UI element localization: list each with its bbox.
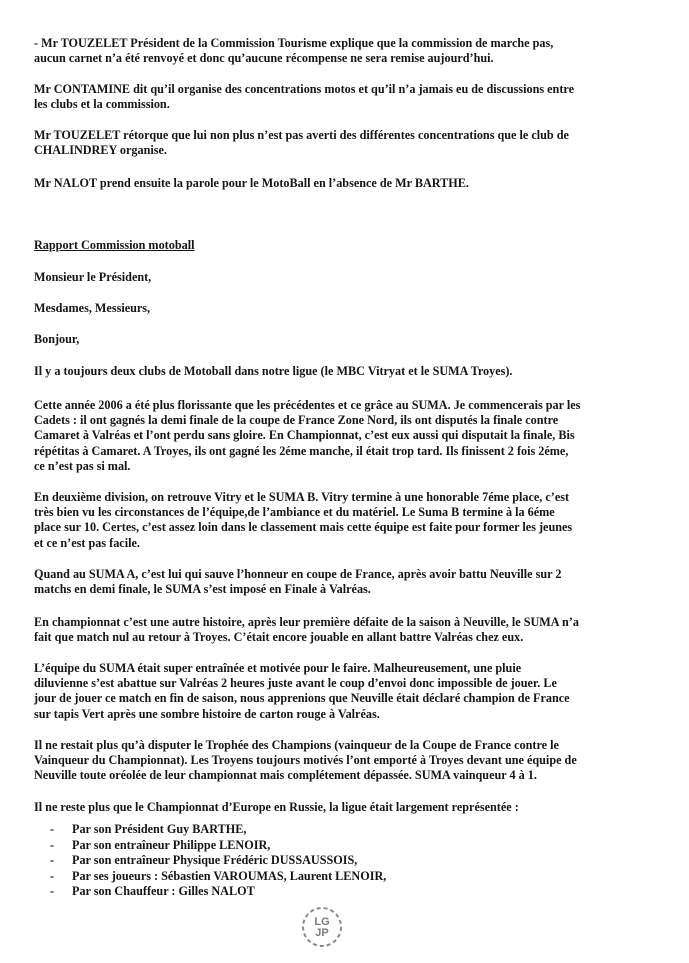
paragraph-nalot <box>34 176 666 191</box>
paragraph-trophee <box>34 738 666 784</box>
text-line: Cette année 2006 a été plus florissante que les précédentes et ce grâce au SUMA. Je commencerais par les <box>34 398 581 412</box>
paragraph-contamine <box>34 82 666 112</box>
list-item <box>50 853 386 869</box>
stamp-mark-top: LG <box>314 916 330 928</box>
paragraph-equipe-suma <box>34 661 666 722</box>
list-item <box>50 884 386 900</box>
list-bullet: - <box>50 853 55 868</box>
text-line: Monsieur le Président, <box>34 270 152 284</box>
paragraph-suma-a <box>34 567 666 597</box>
salutation-president <box>34 270 666 285</box>
list-item-text: Par son Chauffeur : Gilles NALOT <box>72 884 255 899</box>
list-item-text: Par ses joueurs : Sébastien VAROUMAS, Laurent LENOIR, <box>72 868 387 883</box>
text-line: ce n’est pas si mal. <box>34 458 131 473</box>
representatives-list <box>50 822 386 900</box>
paragraph-deuxieme-division <box>34 490 666 551</box>
list-item <box>50 822 386 838</box>
text-line: Cadets : il ont gagnés la demi finale de la coupe de France Zone Nord, ils ont disputés la finale contre <box>34 413 559 428</box>
paragraph-europe <box>34 800 666 815</box>
text-line: diluvienne s’est abattue sur Valréas 2 heures juste avant le coup d’envoi donc impossible de jouer. Le <box>34 676 557 691</box>
text-line: Mr NALOT prend ensuite la parole pour le MotoBall en l’absence de Mr BARTHE. <box>34 176 469 190</box>
text-line: Rapport Commission motoball <box>34 238 195 252</box>
text-line: CHALINDREY organise. <box>34 143 167 158</box>
list-bullet: - <box>50 837 55 852</box>
stamp-mark-bottom: JP <box>315 927 329 939</box>
text-line: Il ne restait plus qu’à disputer le Trophée des Champions (vainqueur de la Coupe de France contre le <box>34 738 559 752</box>
list-item-text: Par son Président Guy BARTHE, <box>72 822 247 836</box>
list-bullet: - <box>50 822 55 836</box>
text-line: Quand au SUMA A, c’est lui qui sauve l’honneur en coupe de France, après avoir battu Neuville sur 2 <box>34 567 562 581</box>
text-line: - Mr TOUZELET Président de la Commission Tourisme explique que la commission de marche pas, <box>34 36 554 50</box>
text-line: les clubs et la commission. <box>34 97 170 112</box>
list-item-text: Par son entraîneur Philippe LENOIR, <box>72 837 271 852</box>
salutation-mesdames <box>34 301 666 316</box>
paragraph-tourisme <box>34 36 666 66</box>
text-line: jour de jouer ce match en fin de saison, nous apprenions que Neuville était déclaré champion de France <box>34 691 570 706</box>
text-line: Bonjour, <box>34 332 80 346</box>
paragraph-touzelet-reply <box>34 128 666 158</box>
text-line: Mesdames, Messieurs, <box>34 301 151 315</box>
text-line: sur tapis Vert après une sombre histoire de carton rouge à Valréas. <box>34 706 380 721</box>
text-line: Mr CONTAMINE dit qu’il organise des concentrations motos et qu’il n’a jamais eu de discussions entre <box>34 82 574 96</box>
list-item-text: Par son entraîneur Physique Frédéric DUSSAUSSOIS, <box>72 853 358 868</box>
text-line: Il ne reste plus que le Championnat d’Europe en Russie, la ligue était largement représentée : <box>34 800 519 814</box>
text-line: Il y a toujours deux clubs de Motoball dans notre ligue (le MBC Vitryat et le SUMA Troyes). <box>34 364 513 378</box>
text-line: matchs en demi finale, le SUMA s’est imposé en Finale à Valréas. <box>34 582 371 597</box>
text-line: Neuville toute oréolée de leur championnat mais complétement dépassée. SUMA vainqueur 4 à 1. <box>34 768 537 783</box>
text-line: En deuxième division, on retrouve Vitry et le SUMA B. Vitry termine à une honorable 7éme place, c’est <box>34 490 570 504</box>
list-bullet: - <box>50 884 55 899</box>
paragraph-clubs <box>34 364 666 379</box>
paragraph-cadets <box>34 398 666 474</box>
stamp-logo <box>300 905 344 949</box>
text-line: très bien vu les circonstances de l’équipe,de l’ambiance et du matériel. Le Suma B termine à la 6éme <box>34 505 555 520</box>
salutation-bonjour <box>34 332 666 347</box>
list-bullet: - <box>50 868 55 883</box>
text-line: place sur 10. Certes, c’est assez loin dans le classement mais cette équipe est faite pour former les jeunes <box>34 520 573 535</box>
text-line: Mr TOUZELET rétorque que lui non plus n’est pas averti des différentes concentrations que le club de <box>34 128 569 142</box>
text-line: aucun carnet n’a été renvoyé et donc qu’aucune récompense ne sera remise aujourd’hui. <box>34 51 494 66</box>
text-line: fait que match nul au retour à Troyes. C’était encore jouable en allant battre Valréas chez eux. <box>34 630 524 645</box>
text-line: Vainqueur du Championnat). Les Troyens toujours motivés l’ont emporté à Troyes devant une équipe de <box>34 753 577 768</box>
text-line: Camaret à Valréas et l’ont perdu sans gloire. En Championnat, c’est eux aussi qui disputait la finale, Bis <box>34 428 575 443</box>
text-line: et ce n’est pas facile. <box>34 535 140 550</box>
text-line: En championnat c’est une autre histoire, après leur première défaite de la saison à Neuville, le SUMA n’a <box>34 615 579 629</box>
list-item <box>50 869 386 885</box>
text-line: L’équipe du SUMA était super entraînée et motivée pour le faire. Malheureusement, une pluie <box>34 661 522 675</box>
list-item <box>50 838 386 854</box>
text-line: répétitas à Camaret. A Troyes, ils ont gagné les 2éme manche, il était trop tard. Ils finissent 2 fois 2éme, <box>34 443 569 458</box>
paragraph-championnat <box>34 615 666 645</box>
section-title <box>34 238 666 253</box>
